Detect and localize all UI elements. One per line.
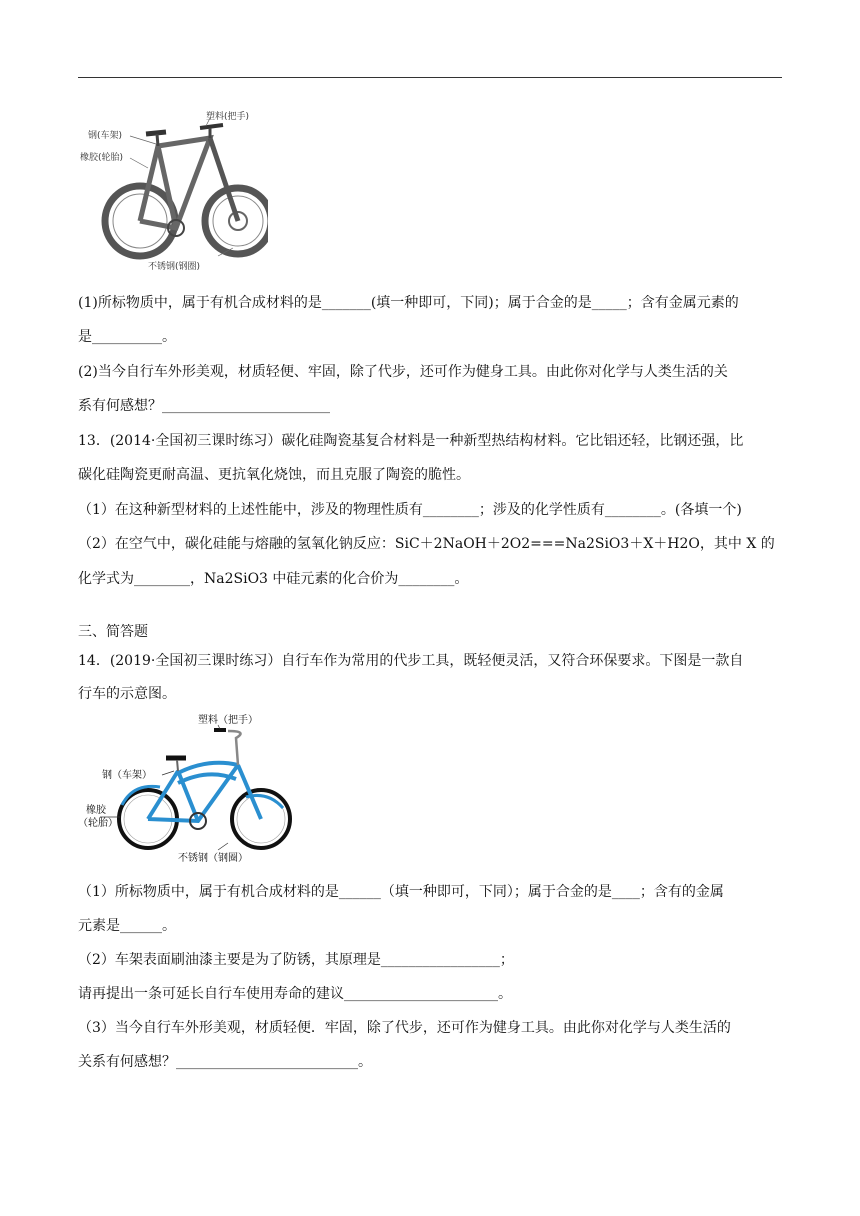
q12-part2-line1: (2)当今自行车外形美观，材质轻便、牢固，除了代步，还可作为健身工具。由此你对化学与人类生活的关 (78, 364, 728, 380)
q14-part3-line2: 关系有何感想？__________________________。 (78, 1054, 372, 1070)
bicycle-figure-2 (78, 713, 298, 866)
bicycle-figure-1 (78, 108, 268, 273)
q13-part2-line2: 化学式为________，Na2SiO3 中硅元素的化合价为________。 (78, 571, 469, 587)
figure2-label-rim: 不锈钢（钢圈） (178, 853, 248, 864)
q13-stem-line2: 碳化硅陶瓷更耐高温、更抗氧化烧蚀，而且克服了陶瓷的脆性。 (78, 467, 470, 483)
q12-part1-line1: (1)所标物质中，属于有机合成材料的是_______(填一种即可，下同)；属于合金的是_____；含有金属元素的 (78, 295, 739, 311)
q13-part2-line1: （2）在空气中，碳化硅能与熔融的氢氧化钠反应：SiC＋2NaOH＋2O2===Na2SiO3＋X＋H2O，其中 X 的 (78, 536, 775, 552)
q14-part1-line1: （1）所标物质中，属于有机合成材料的是______（填一种即可，下同）；属于合金的是____；含有的金属 (78, 884, 724, 900)
q14-part1-line2: 元素是______。 (78, 918, 176, 934)
q14-part2-line2: 请再提出一条可延长自行车使用寿命的建议______________________。 (78, 986, 512, 1002)
header-rule (78, 77, 782, 78)
q12-part2-line2: 系有何感想？________________________ (78, 398, 330, 414)
q14-part3-line1: （3）当今自行车外形美观，材质轻便．牢固，除了代步，还可作为健身工具。由此你对化学与人类生活的 (78, 1020, 731, 1036)
figure2-label-frame: 钢（车架） (102, 770, 152, 781)
figure2-label-handle: 塑料（把手） (198, 715, 258, 726)
figure1-label-rim: 不锈钢(钢圈) (148, 262, 201, 272)
q14-stem-line1: 14．(2019·全国初三课时练习）自行车作为常用的代步工具，既轻便灵活，又符合环保要求。下图是一款自 (78, 653, 744, 669)
figure1-label-tire: 橡胶(轮胎) (80, 153, 124, 163)
figure1-label-handle: 塑料(把手) (206, 112, 250, 122)
q13-stem-line1: 13．(2014·全国初三课时练习）碳化硅陶瓷基复合材料是一种新型热结构材料。它比铝还轻，比钢还强，比 (78, 433, 744, 449)
q13-part1: （1）在这种新型材料的上述性能中，涉及的物理性质有________；涉及的化学性质有________。(各填一个) (78, 502, 742, 518)
figure1-label-frame: 钢(车架) (88, 131, 123, 141)
q12-part1-line2: 是__________。 (78, 329, 176, 345)
figure2-label-tire-paren: （轮胎） (78, 818, 118, 829)
q14-stem-line2: 行车的示意图。 (78, 686, 176, 702)
figure2-label-tire: 橡胶 (86, 805, 106, 816)
section-heading: 三、简答题 (78, 624, 148, 640)
q14-part2-line1: （2）车架表面刷油漆主要是为了防锈，其原理是_________________； (78, 952, 514, 968)
